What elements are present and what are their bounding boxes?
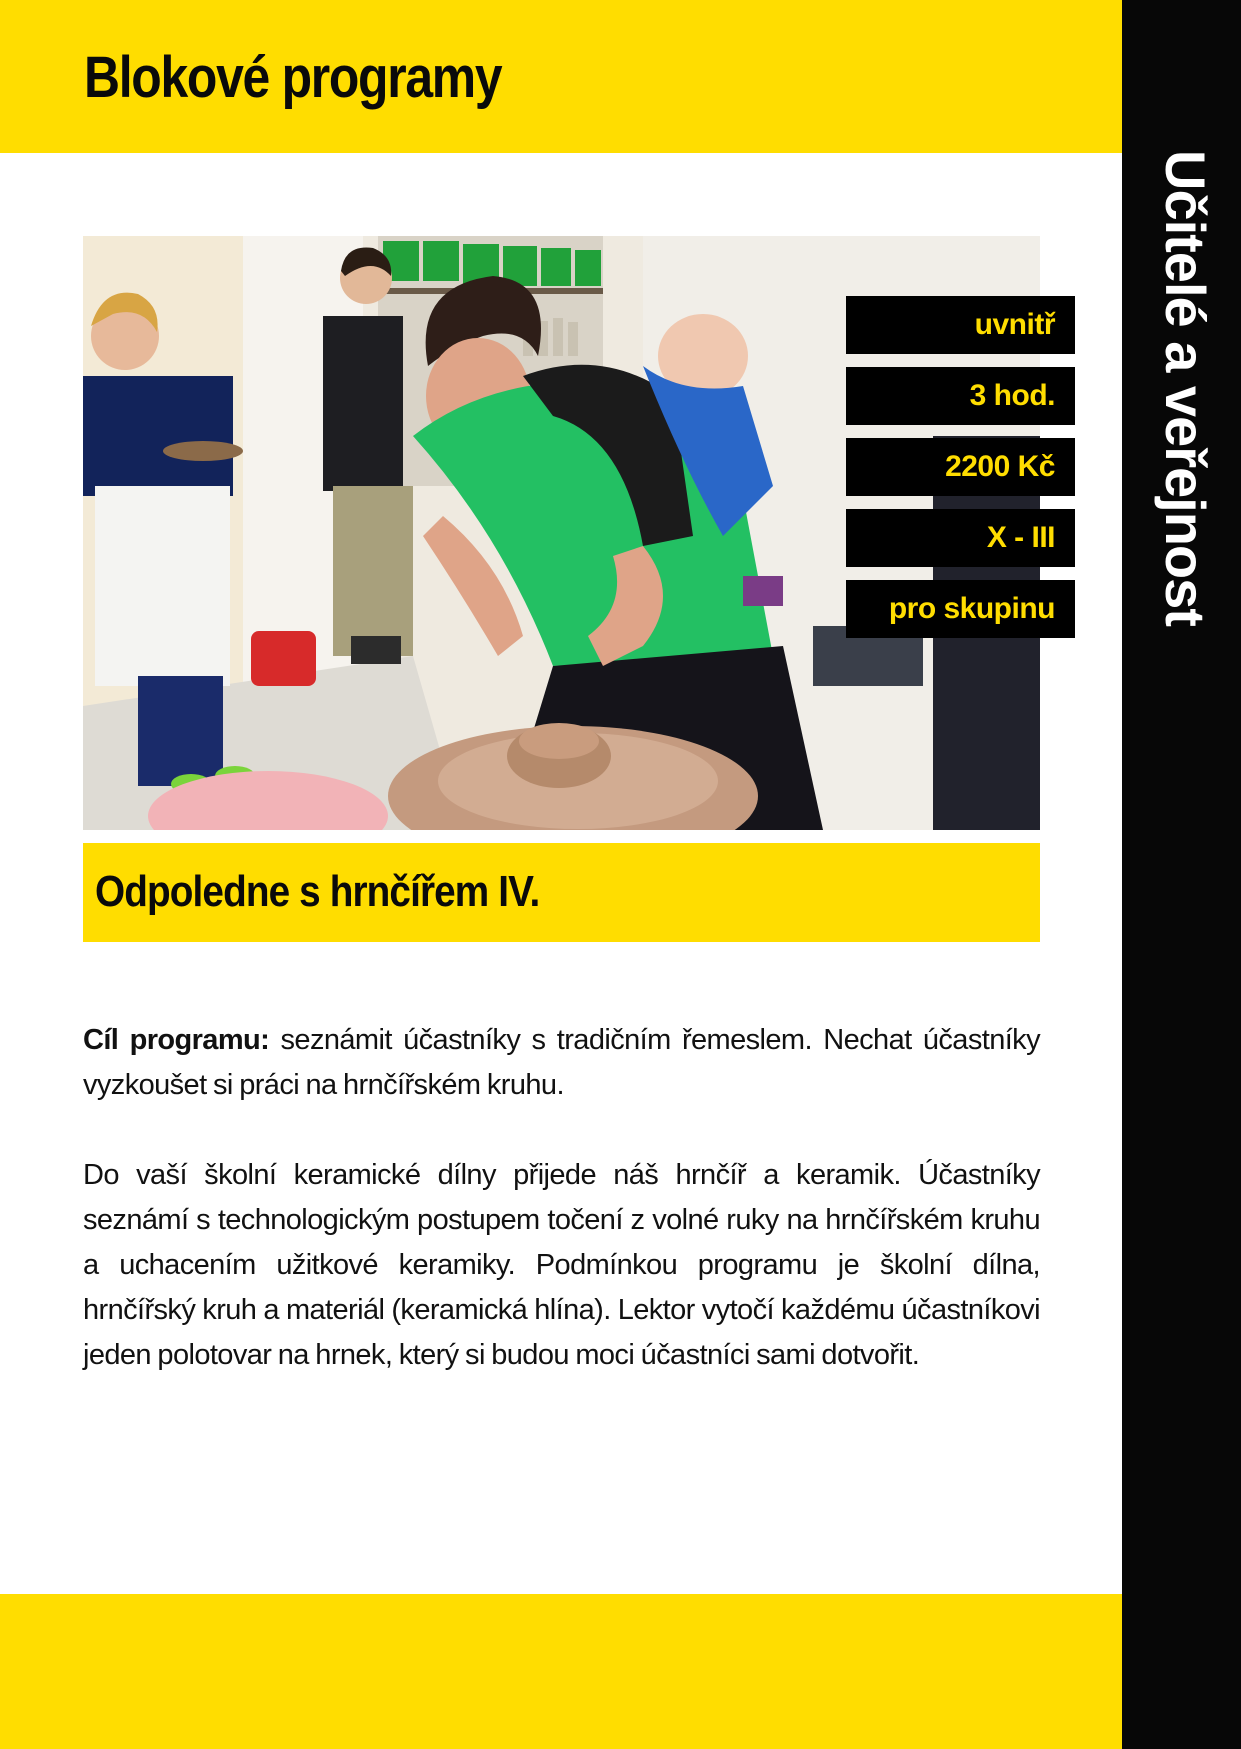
tag-price: 2200 Kč — [846, 438, 1075, 496]
footer-band — [0, 1594, 1122, 1749]
tag-duration: 3 hod. — [846, 367, 1075, 425]
tag-grade-range: X - III — [846, 509, 1075, 567]
program-title-band — [83, 843, 1040, 942]
tag-audience: pro skupinu — [846, 580, 1075, 638]
header-band — [0, 0, 1122, 153]
sidebar-vertical-label: Učitelé a veřejnost — [1153, 150, 1217, 626]
program-content — [83, 1018, 1040, 1423]
program-description: Do vaší školní keramické dílny přijede náš hrnčíř a keramik. Účastníky seznámí s technologickým postupem točení z volné ruky na hrnčířském kruhu a uchacením užitkové keramiky. Podmínkou programu je školní dílna, hrnčířský kruh a materiál (keramická hlína). Lektor vytočí každému účastníkovi jeden polotovar na hrnek, který si budou moci účastníci sami dotvořit. — [83, 1159, 1040, 1371]
program-goal — [83, 1018, 1040, 1108]
goal-text: seznámit účastníky s tradičním řemeslem. Nechat účastníky vyzkoušet si práci na hrnčířském kruhu. — [83, 1024, 1040, 1101]
tag-location: uvnitř — [846, 296, 1075, 354]
page-title: Blokové programy — [84, 45, 502, 110]
sidebar-label-wrap — [1122, 150, 1241, 626]
goal-label: Cíl programu: — [83, 1024, 270, 1056]
program-title: Odpoledne s hrnčířem IV. — [95, 867, 540, 916]
